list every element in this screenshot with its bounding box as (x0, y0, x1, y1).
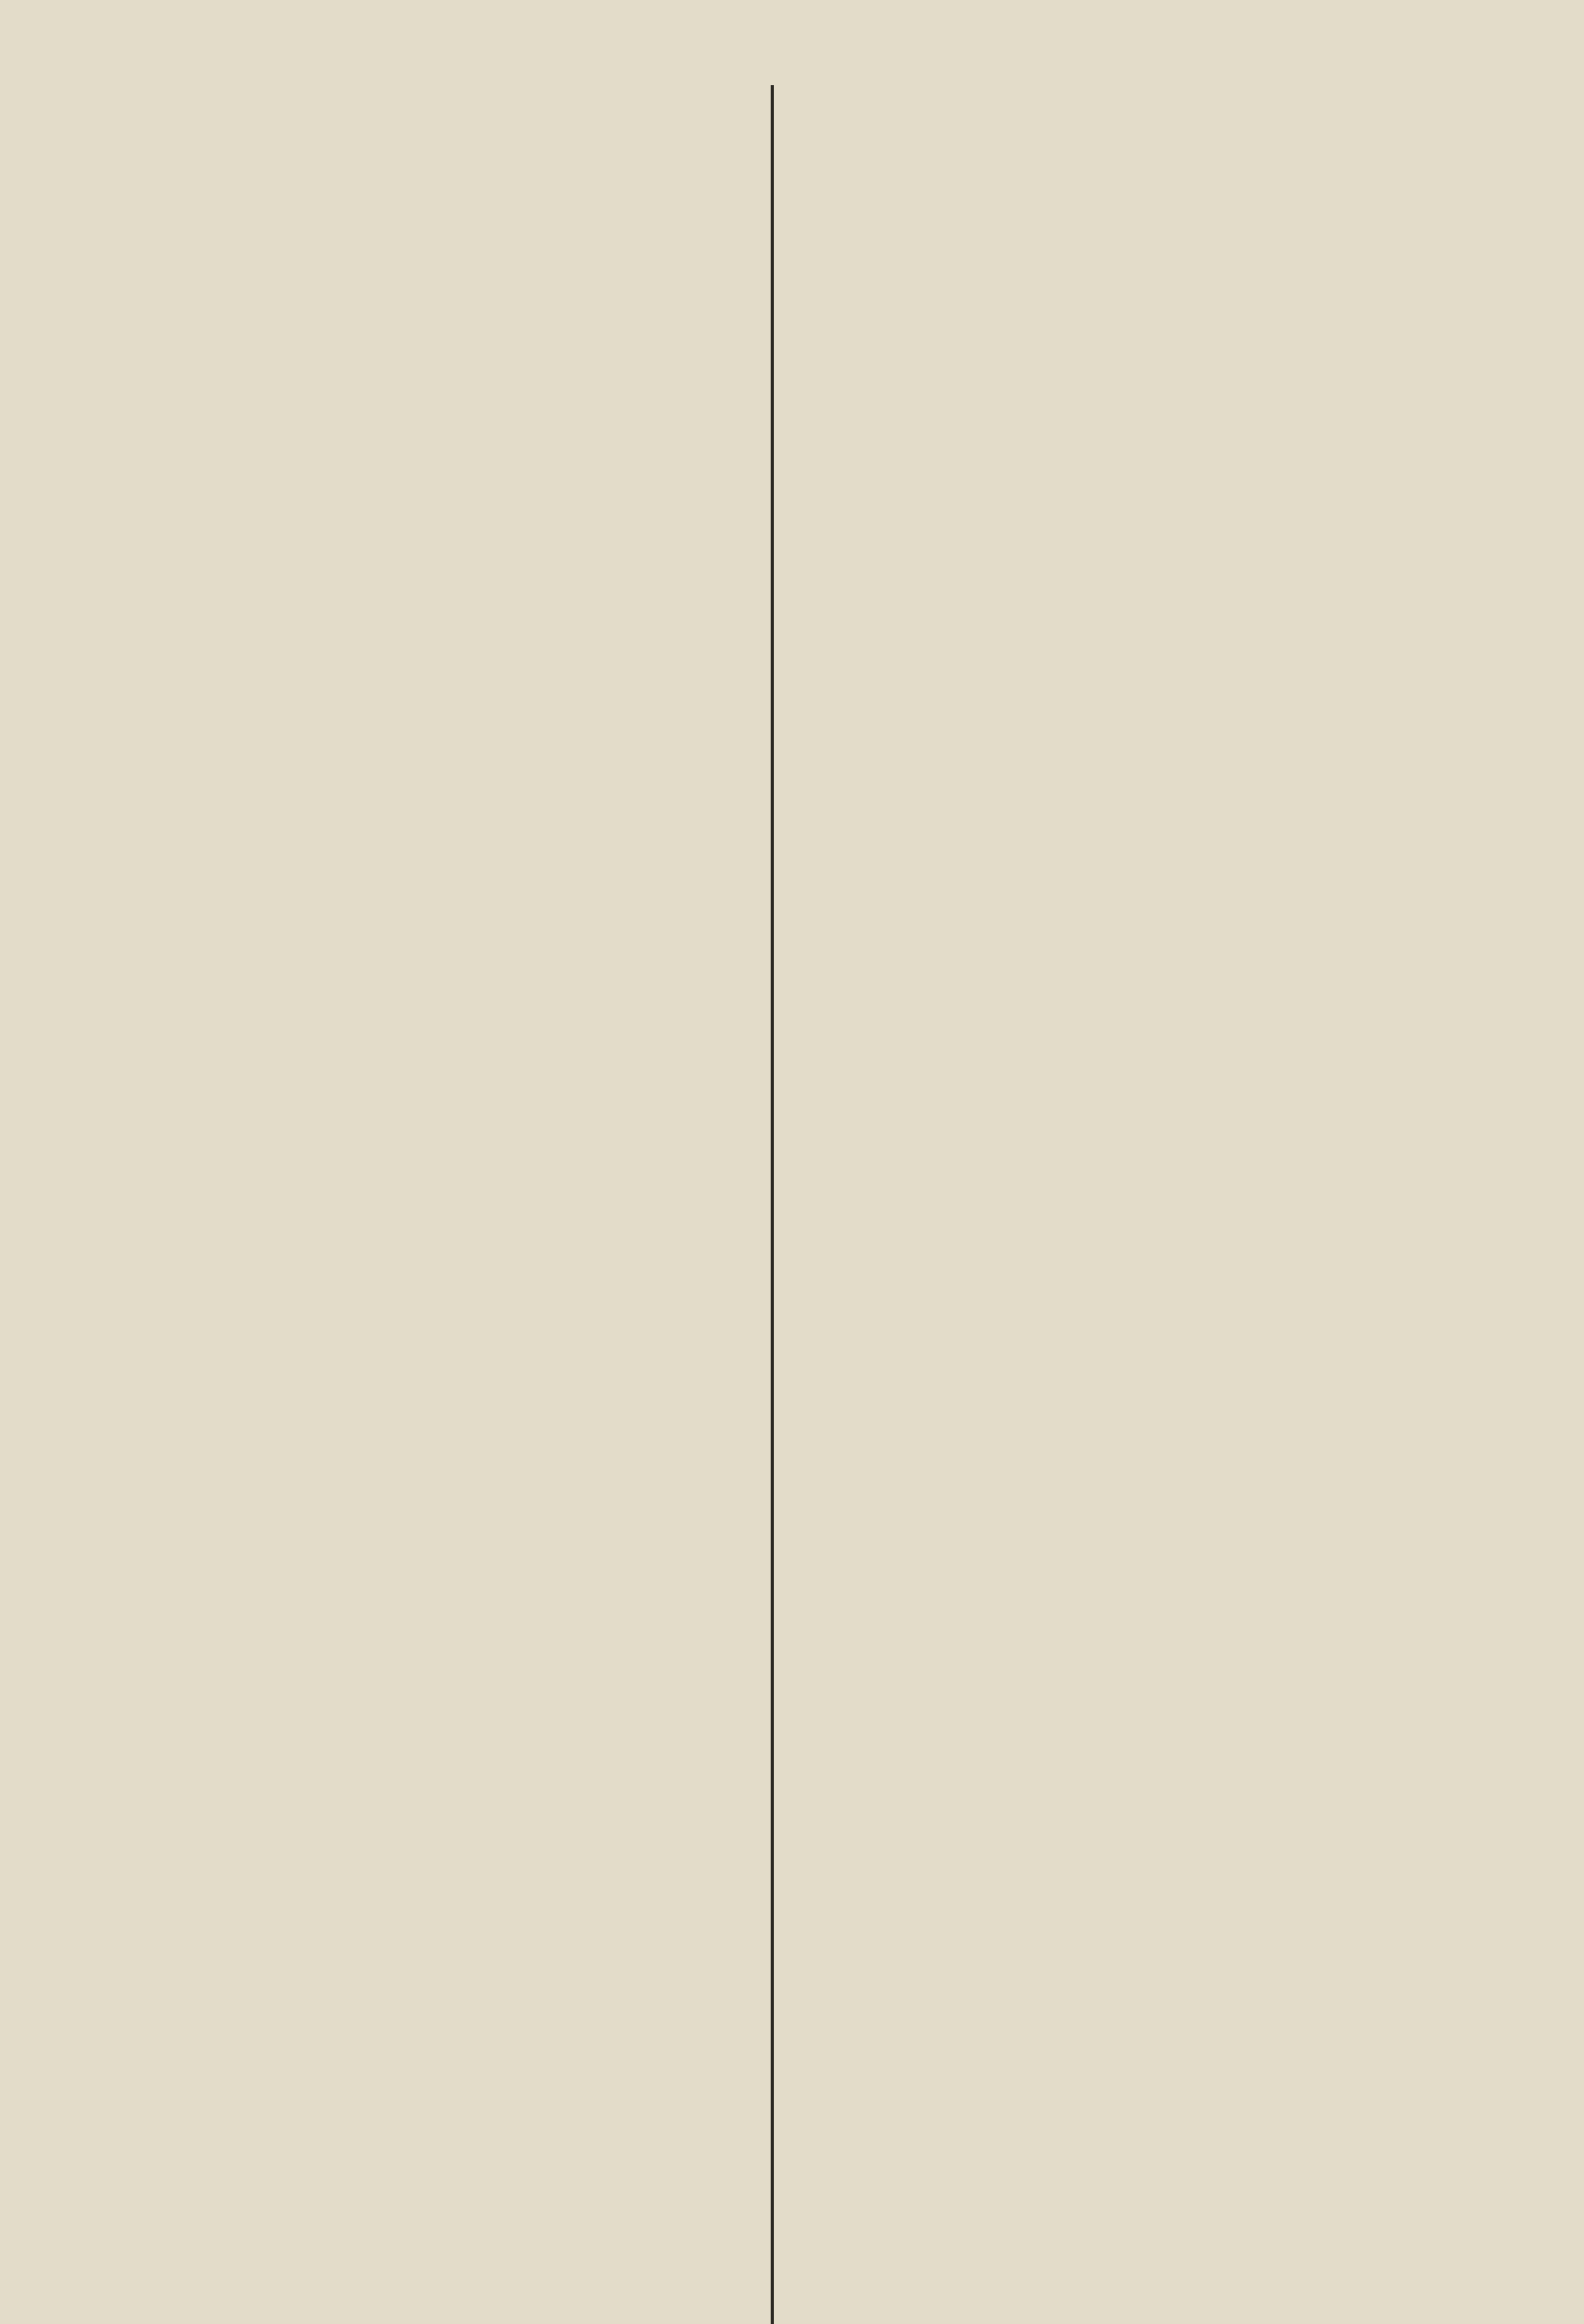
left-column (46, 77, 755, 2323)
right-column (794, 77, 1538, 2323)
column-rule (771, 85, 774, 2324)
running-head (0, 23, 1584, 70)
